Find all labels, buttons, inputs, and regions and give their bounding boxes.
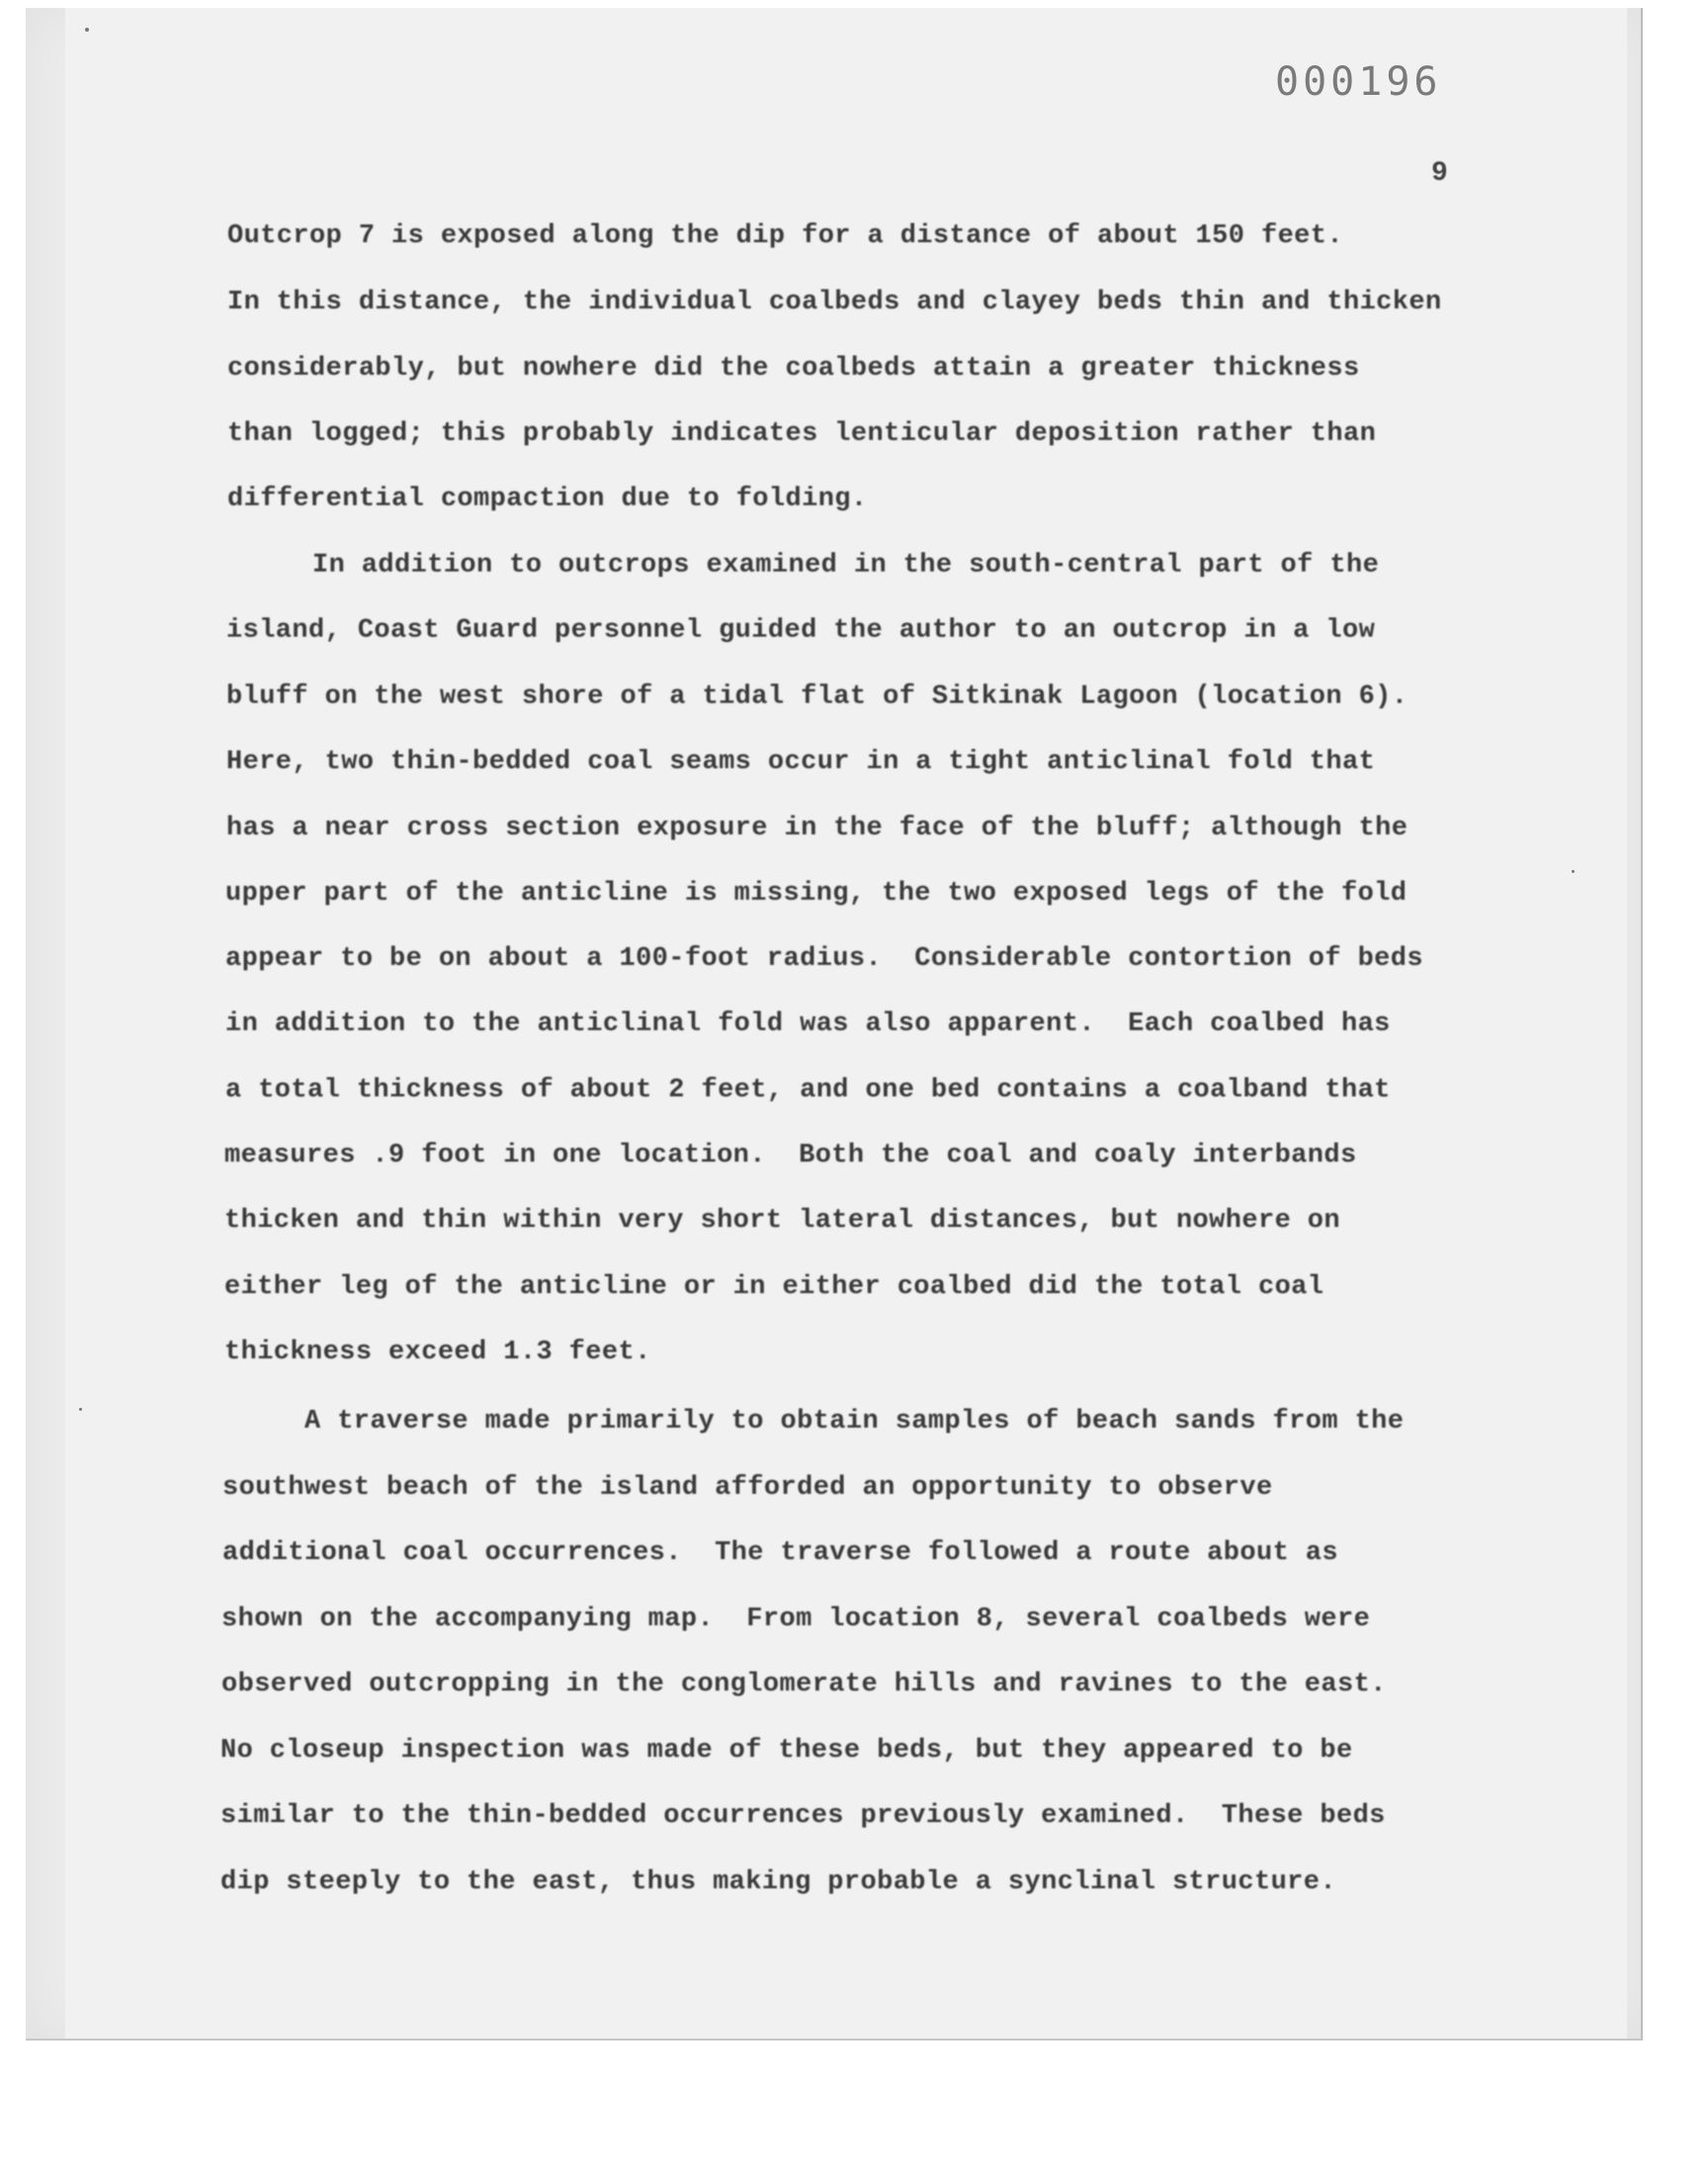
text-line: than logged; this probably indicates lenticular deposition rather than — [227, 419, 1377, 449]
text-line: a total thickness of about 2 feet, and one bed contains a coalband that — [225, 1076, 1391, 1105]
text-line: observed outcropping in the conglomerate hills and ravines to the east. — [221, 1670, 1387, 1699]
scan-speck — [1572, 870, 1575, 873]
text-line: dip steeply to the east, thus making probable a synclinal structure. — [220, 1868, 1336, 1897]
text-line: Outcrop 7 is exposed along the dip for a distance of about 150 feet. — [227, 221, 1343, 251]
text-line: in addition to the anticlinal fold was also apparent. Each coalbed has — [225, 1009, 1391, 1039]
text-line: measures .9 foot in one location. Both the coal and coaly interbands — [224, 1141, 1357, 1171]
document-stamp-number: 000196 — [1275, 59, 1442, 105]
text-line: A traverse made primarily to obtain samples of beach sands from the — [304, 1407, 1405, 1436]
text-line: differential compaction due to folding. — [227, 484, 868, 514]
page-number: 9 — [1431, 158, 1448, 189]
scan-speck — [79, 1408, 82, 1411]
text-line: thicken and thin within very short lateral distances, but nowhere on — [224, 1206, 1340, 1236]
text-line: island, Coast Guard personnel guided the author to an outcrop in a low — [226, 616, 1376, 646]
text-line: Here, two thin-bedded coal seams occur in a tight anticlinal fold that — [226, 747, 1376, 777]
text-line: similar to the thin-bedded occurrences previously examined. These beds — [220, 1801, 1386, 1831]
text-line: has a near cross section exposure in the face of the bluff; although the — [226, 814, 1409, 843]
text-line: either leg of the anticline or in either coalbed did the total coal — [224, 1272, 1324, 1302]
text-line: considerably, but nowhere did the coalbeds attain a greater thickness — [227, 354, 1360, 384]
text-line: No closeup inspection was made of these beds, but they appeared to be — [220, 1736, 1353, 1766]
text-line: In this distance, the individual coalbeds and clayey beds thin and thicken — [227, 288, 1442, 317]
text-line: thickness exceed 1.3 feet. — [224, 1338, 651, 1367]
text-line: southwest beach of the island afforded an opportunity to observe — [222, 1473, 1273, 1503]
text-line: appear to be on about a 100-foot radius. Considerable contortion of beds — [225, 944, 1423, 974]
scan-speck — [85, 28, 89, 32]
text-line: additional coal occurrences. The traverse followed a route about as — [222, 1538, 1338, 1568]
text-line: In addition to outcrops examined in the south-central part of the — [312, 551, 1380, 580]
text-line: shown on the accompanying map. From location 8, several coalbeds were — [221, 1605, 1371, 1634]
text-line: upper part of the anticline is missing, the two exposed legs of the fold — [225, 879, 1408, 909]
text-line: bluff on the west shore of a tidal flat of Sitkinak Lagoon (location 6). — [226, 682, 1409, 712]
